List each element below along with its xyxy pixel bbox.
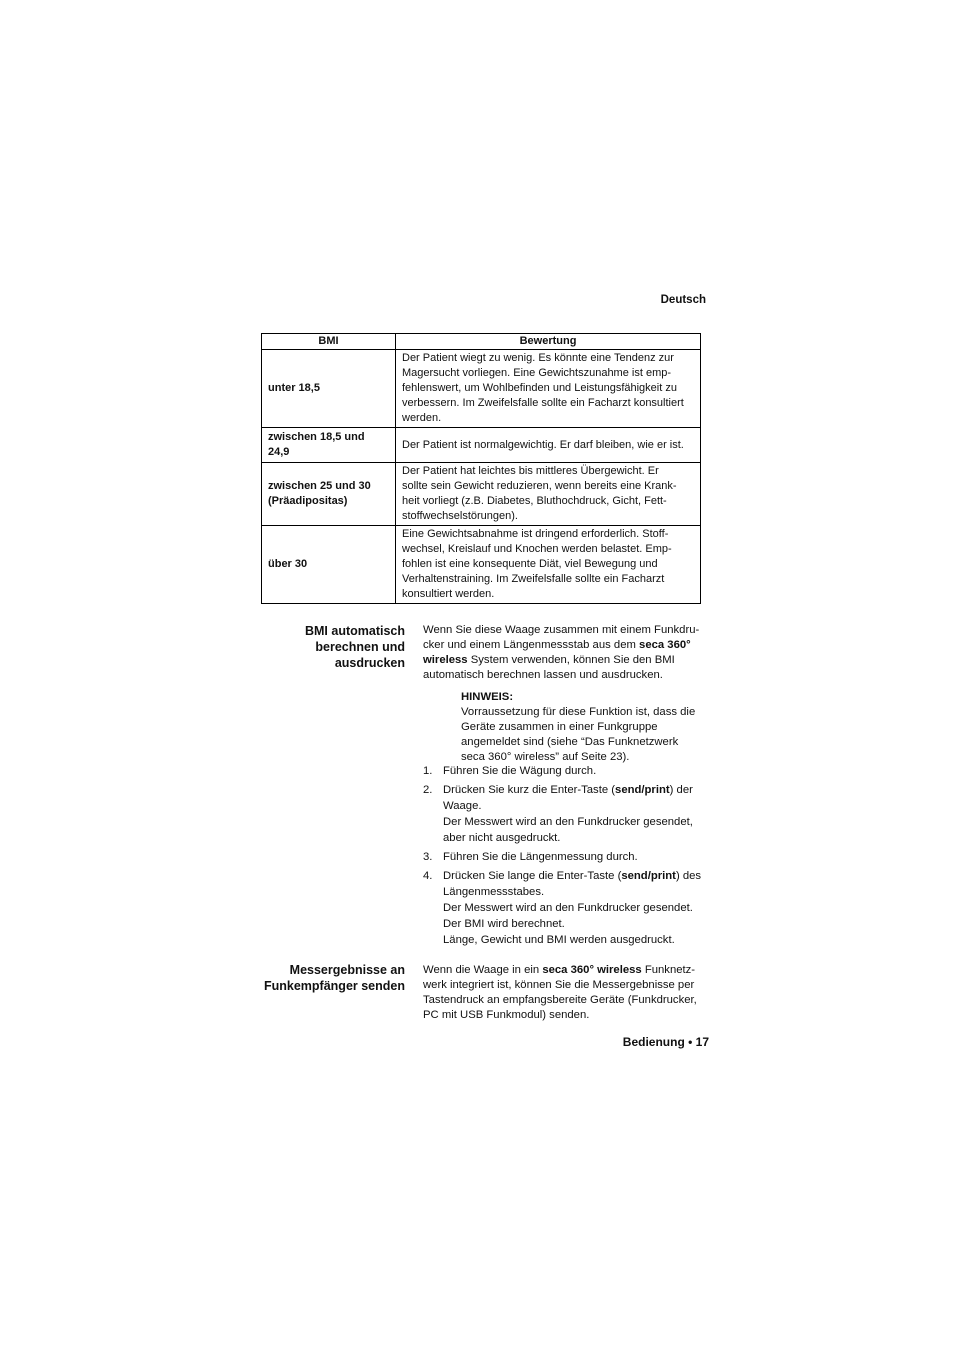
step-item	[423, 868, 713, 948]
key-name: send/print	[621, 870, 676, 882]
section1-intro	[423, 623, 713, 683]
body-line: Funknetz-	[641, 964, 696, 976]
bmi-range: unter 18,5	[262, 350, 396, 428]
title-line: ausdrucken	[334, 656, 405, 670]
rating-line: wechsel, Kreislauf und Knochen werden belastet. Emp-	[402, 543, 672, 555]
bmi-range: zwischen 18,5 und 24,9	[262, 428, 396, 463]
body-line: werk integriert ist, können Sie die Messergebnisse per	[423, 979, 695, 991]
section-title-bmi-print	[305, 623, 405, 671]
note-line: Vorraussetzung für diese Funktion ist, dass die	[461, 706, 696, 718]
key-name: send/print	[615, 784, 670, 796]
header-bmi: BMI	[262, 334, 396, 350]
step-text: Drücken Sie lange die Enter-Taste (	[443, 870, 622, 882]
rating-line: Verhaltenstraining. Im Zweifelsfalle sollte ein Facharzt	[402, 573, 665, 585]
rating-line: Der Patient hat leichtes bis mittleres Übergewicht. Er	[402, 465, 659, 477]
step-result: Der Messwert wird an den Funkdrucker gesendet.	[443, 902, 693, 914]
table-row	[262, 526, 701, 604]
bmi-table	[261, 333, 701, 604]
step-text: ) der	[669, 784, 693, 796]
intro-line: automatisch berechnen lassen und ausdrucken.	[423, 669, 663, 681]
bmi-range: zwischen 25 und 30 (Präadipositas)	[262, 463, 396, 526]
step-text: Waage.	[443, 800, 482, 812]
note-line: angemeldet sind (siehe “Das Funknetzwerk	[461, 736, 679, 748]
title-line: Funkempfänger senden	[264, 979, 405, 993]
step-text: Drücken Sie kurz die Enter-Taste (	[443, 784, 616, 796]
table-header-row	[262, 334, 701, 350]
table-row	[262, 463, 701, 526]
step-number: 2.	[423, 784, 433, 796]
step-item	[423, 763, 713, 779]
step-text: Längenmessstabes.	[443, 886, 545, 898]
rating-line: stoffwechselstörungen).	[402, 510, 518, 522]
body-line: PC mit USB Funkmodul) senden.	[423, 1009, 590, 1021]
step-result: Der BMI wird berechnet.	[443, 918, 565, 930]
body-line: Wenn die Waage in ein	[423, 964, 543, 976]
bmi-rating	[396, 428, 701, 463]
page-footer: Bedienung • 17	[622, 1035, 709, 1049]
rating-line: verbessern. Im Zweifelsfalle sollte ein Facharzt konsultiert	[402, 397, 684, 409]
section2-body	[423, 963, 713, 1023]
rating-line: Magersucht vorliegen. Eine Gewichtszunahme ist emp-	[402, 367, 672, 379]
header-rating: Bewertung	[396, 334, 701, 350]
rating-line: Eine Gewichtsabnahme ist dringend erforderlich. Stoff-	[402, 528, 669, 540]
table-row	[262, 428, 701, 463]
body-line: Tastendruck an empfangsbereite Geräte (Funkdrucker,	[423, 994, 697, 1006]
note-title: HINWEIS:	[461, 691, 514, 703]
title-line: berechnen und	[315, 640, 405, 654]
language-label: Deutsch	[660, 294, 706, 306]
product-name: seca 360°	[639, 639, 691, 651]
bmi-range: über 30	[262, 526, 396, 604]
bmi-rating	[396, 350, 701, 428]
rating-line: heit vorliegt (z.B. Diabetes, Bluthochdruck, Gicht, Fett-	[402, 495, 667, 507]
step-item	[423, 849, 713, 865]
rating-line: werden.	[402, 412, 442, 424]
step-result: Der Messwert wird an den Funkdrucker gesendet,	[443, 816, 693, 828]
bmi-rating	[396, 526, 701, 604]
step-text: Führen Sie die Wägung durch.	[443, 765, 597, 777]
step-number: 1.	[423, 765, 433, 777]
step-text: Führen Sie die Längenmessung durch.	[443, 851, 638, 863]
rating-line: Der Patient ist normalgewichtig. Er darf bleiben, wie er ist.	[402, 438, 684, 451]
steps-list	[423, 763, 713, 951]
step-text: ) des	[675, 870, 702, 882]
step-number: 3.	[423, 851, 433, 863]
note-line: seca 360° wireless” auf Seite 23).	[461, 751, 630, 763]
rating-line: konsultiert werden.	[402, 588, 495, 600]
title-line: Messergebnisse an	[289, 963, 405, 977]
note-box	[461, 690, 711, 765]
product-name: seca 360° wireless	[542, 964, 642, 976]
rating-line: fohlen ist eine konsequente Diät, viel Bewegung und	[402, 558, 658, 570]
note-line: Geräte zusammen in einer Funkgruppe	[461, 721, 658, 733]
step-result: aber nicht ausgedruckt.	[443, 832, 561, 844]
intro-line: System verwenden, können Sie den BMI	[467, 654, 675, 666]
title-line: BMI automatisch	[304, 624, 405, 638]
rating-line: fehlenswert, um Wohlbefinden und Leistungsfähigkeit zu	[402, 382, 677, 394]
step-result: Länge, Gewicht und BMI werden ausgedruckt.	[443, 934, 675, 946]
step-number: 4.	[423, 870, 433, 882]
table-row	[262, 350, 701, 428]
rating-line: sollte sein Gewicht reduzieren, wenn bereits eine Krank-	[402, 480, 677, 492]
rating-line: Der Patient wiegt zu wenig. Es könnte eine Tendenz zur	[402, 352, 674, 364]
step-item	[423, 782, 713, 846]
bmi-rating	[396, 463, 701, 526]
intro-line: Wenn Sie diese Waage zusammen mit einem Funkdru-	[423, 624, 700, 636]
section-title-send-results	[264, 962, 405, 994]
intro-line: cker und einem Längenmessstab aus dem	[423, 639, 640, 651]
product-name: wireless	[423, 654, 468, 666]
